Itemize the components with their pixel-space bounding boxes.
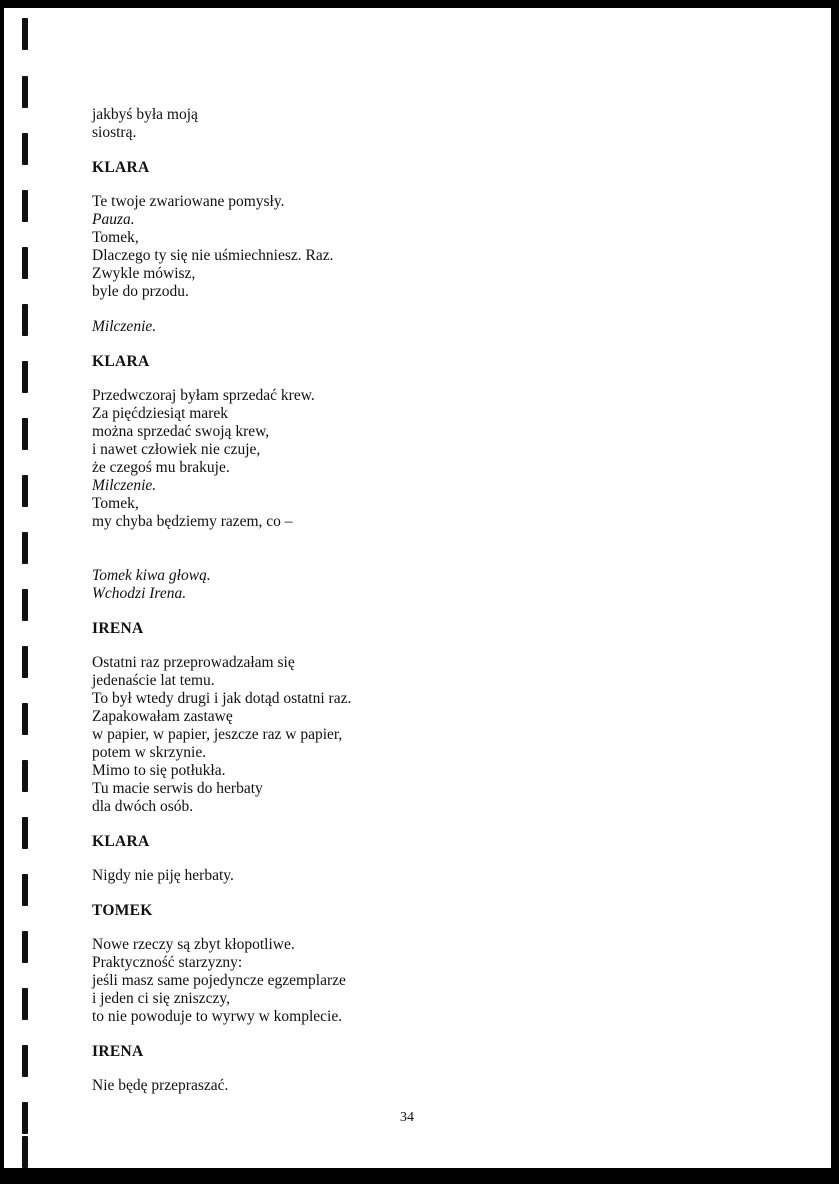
binding-hole (22, 190, 28, 222)
speaker-name: IRENA (92, 620, 144, 637)
dialogue-block (92, 654, 692, 816)
dialogue-block (92, 229, 692, 301)
dialogue-line: To był wtedy drugi i jak dotąd ostatni raz. (92, 690, 352, 707)
dialogue-line: Za pięćdziesiąt marek (92, 405, 228, 422)
dialogue-line: dla dwóch osób. (92, 798, 194, 815)
dialogue-block (92, 495, 692, 531)
dialogue-line: w papier, w papier, jeszcze raz w papier, (92, 726, 343, 743)
binding-hole (22, 475, 28, 507)
dialogue-line: Nowe rzeczy są zbyt kłopotliwe. (92, 936, 295, 953)
speaker-name: IRENA (92, 1043, 144, 1060)
dialogue-block (92, 1077, 692, 1095)
dialogue-line: Zwykle mówisz, (92, 265, 196, 282)
binding-hole (22, 133, 28, 165)
binding-hole (22, 18, 28, 50)
dialogue-block (92, 936, 692, 1026)
direction-line: Milczenie. (92, 477, 157, 494)
speaker-name: KLARA (92, 353, 150, 370)
speaker-name: TOMEK (92, 902, 153, 919)
dialogue-line: Nigdy nie piję herbaty. (92, 867, 234, 884)
dialogue-line: byle do przodu. (92, 283, 189, 300)
binding-hole (22, 874, 28, 906)
binding-holes (22, 18, 42, 1168)
dialogue-block (92, 193, 692, 211)
dialogue-line: można sprzedać swoją krew, (92, 423, 270, 440)
speaker-name: KLARA (92, 159, 150, 176)
binding-hole (22, 1045, 28, 1077)
dialogue-block (92, 387, 692, 477)
dialogue-line: Dlaczego ty się nie uśmiechniesz. Raz. (92, 247, 334, 264)
dialogue-line: że czegoś mu brakuje. (92, 459, 230, 476)
dialogue-line: Praktyczność starzyzny: (92, 954, 243, 971)
dialogue-line: my chyba będziemy razem, co – (92, 513, 293, 530)
dialogue-line: i jeden ci się zniszczy, (92, 990, 231, 1007)
dialogue-line: Tomek, (92, 495, 139, 512)
binding-hole (22, 76, 28, 108)
binding-hole (22, 361, 28, 393)
binding-hole (22, 703, 28, 735)
binding-hole (22, 589, 28, 621)
dialogue-line: potem w skrzynie. (92, 744, 207, 761)
speaker-name: KLARA (92, 833, 150, 850)
dialogue-line: jedenaście lat temu. (92, 672, 215, 689)
page-number: 34 (400, 1110, 414, 1125)
binding-hole (22, 646, 28, 678)
dialogue-block (92, 867, 692, 885)
dialogue-line: Zapakowałam zastawę (92, 708, 233, 725)
direction-line: Wchodzi Irena. (92, 585, 187, 602)
document-page (4, 8, 831, 1168)
binding-hole (22, 817, 28, 849)
dialogue-line: to nie powoduje to wyrwy w komplecie. (92, 1008, 343, 1025)
dialogue-line: Te twoje zwariowane pomysły. (92, 193, 285, 210)
stage-direction (92, 211, 692, 229)
stage-direction (92, 477, 692, 495)
stage-direction (92, 567, 692, 603)
dialogue-line: jakbyś była moją (92, 106, 198, 123)
dialogue-line: Tomek, (92, 229, 139, 246)
binding-hole (22, 418, 28, 450)
dialogue-block (92, 106, 692, 142)
direction-line: Pauza. (92, 211, 135, 228)
dialogue-line: Przedwczoraj byłam sprzedać krew. (92, 387, 315, 404)
dialogue-line: jeśli masz same pojedyncze egzemplarze (92, 972, 346, 989)
direction-line: Tomek kiwa głową. (92, 567, 211, 584)
dialogue-line: Ostatni raz przeprowadzałam się (92, 654, 295, 671)
binding-hole (22, 247, 28, 279)
dialogue-line: Nie będę przepraszać. (92, 1077, 229, 1094)
dialogue-line: Tu macie serwis do herbaty (92, 780, 263, 797)
stage-direction (92, 318, 692, 336)
dialogue-line: Mimo to się potłukła. (92, 762, 226, 779)
binding-hole (22, 760, 28, 792)
dialogue-line: i nawet człowiek nie czuje, (92, 441, 261, 458)
binding-hole (22, 304, 28, 336)
binding-hole (22, 1102, 28, 1134)
binding-hole (22, 1136, 28, 1168)
binding-hole (22, 931, 28, 963)
script-text (92, 106, 692, 1095)
binding-hole (22, 532, 28, 564)
direction-line: Milczenie. (92, 318, 157, 335)
binding-hole (22, 988, 28, 1020)
dialogue-line: siostrą. (92, 124, 137, 141)
